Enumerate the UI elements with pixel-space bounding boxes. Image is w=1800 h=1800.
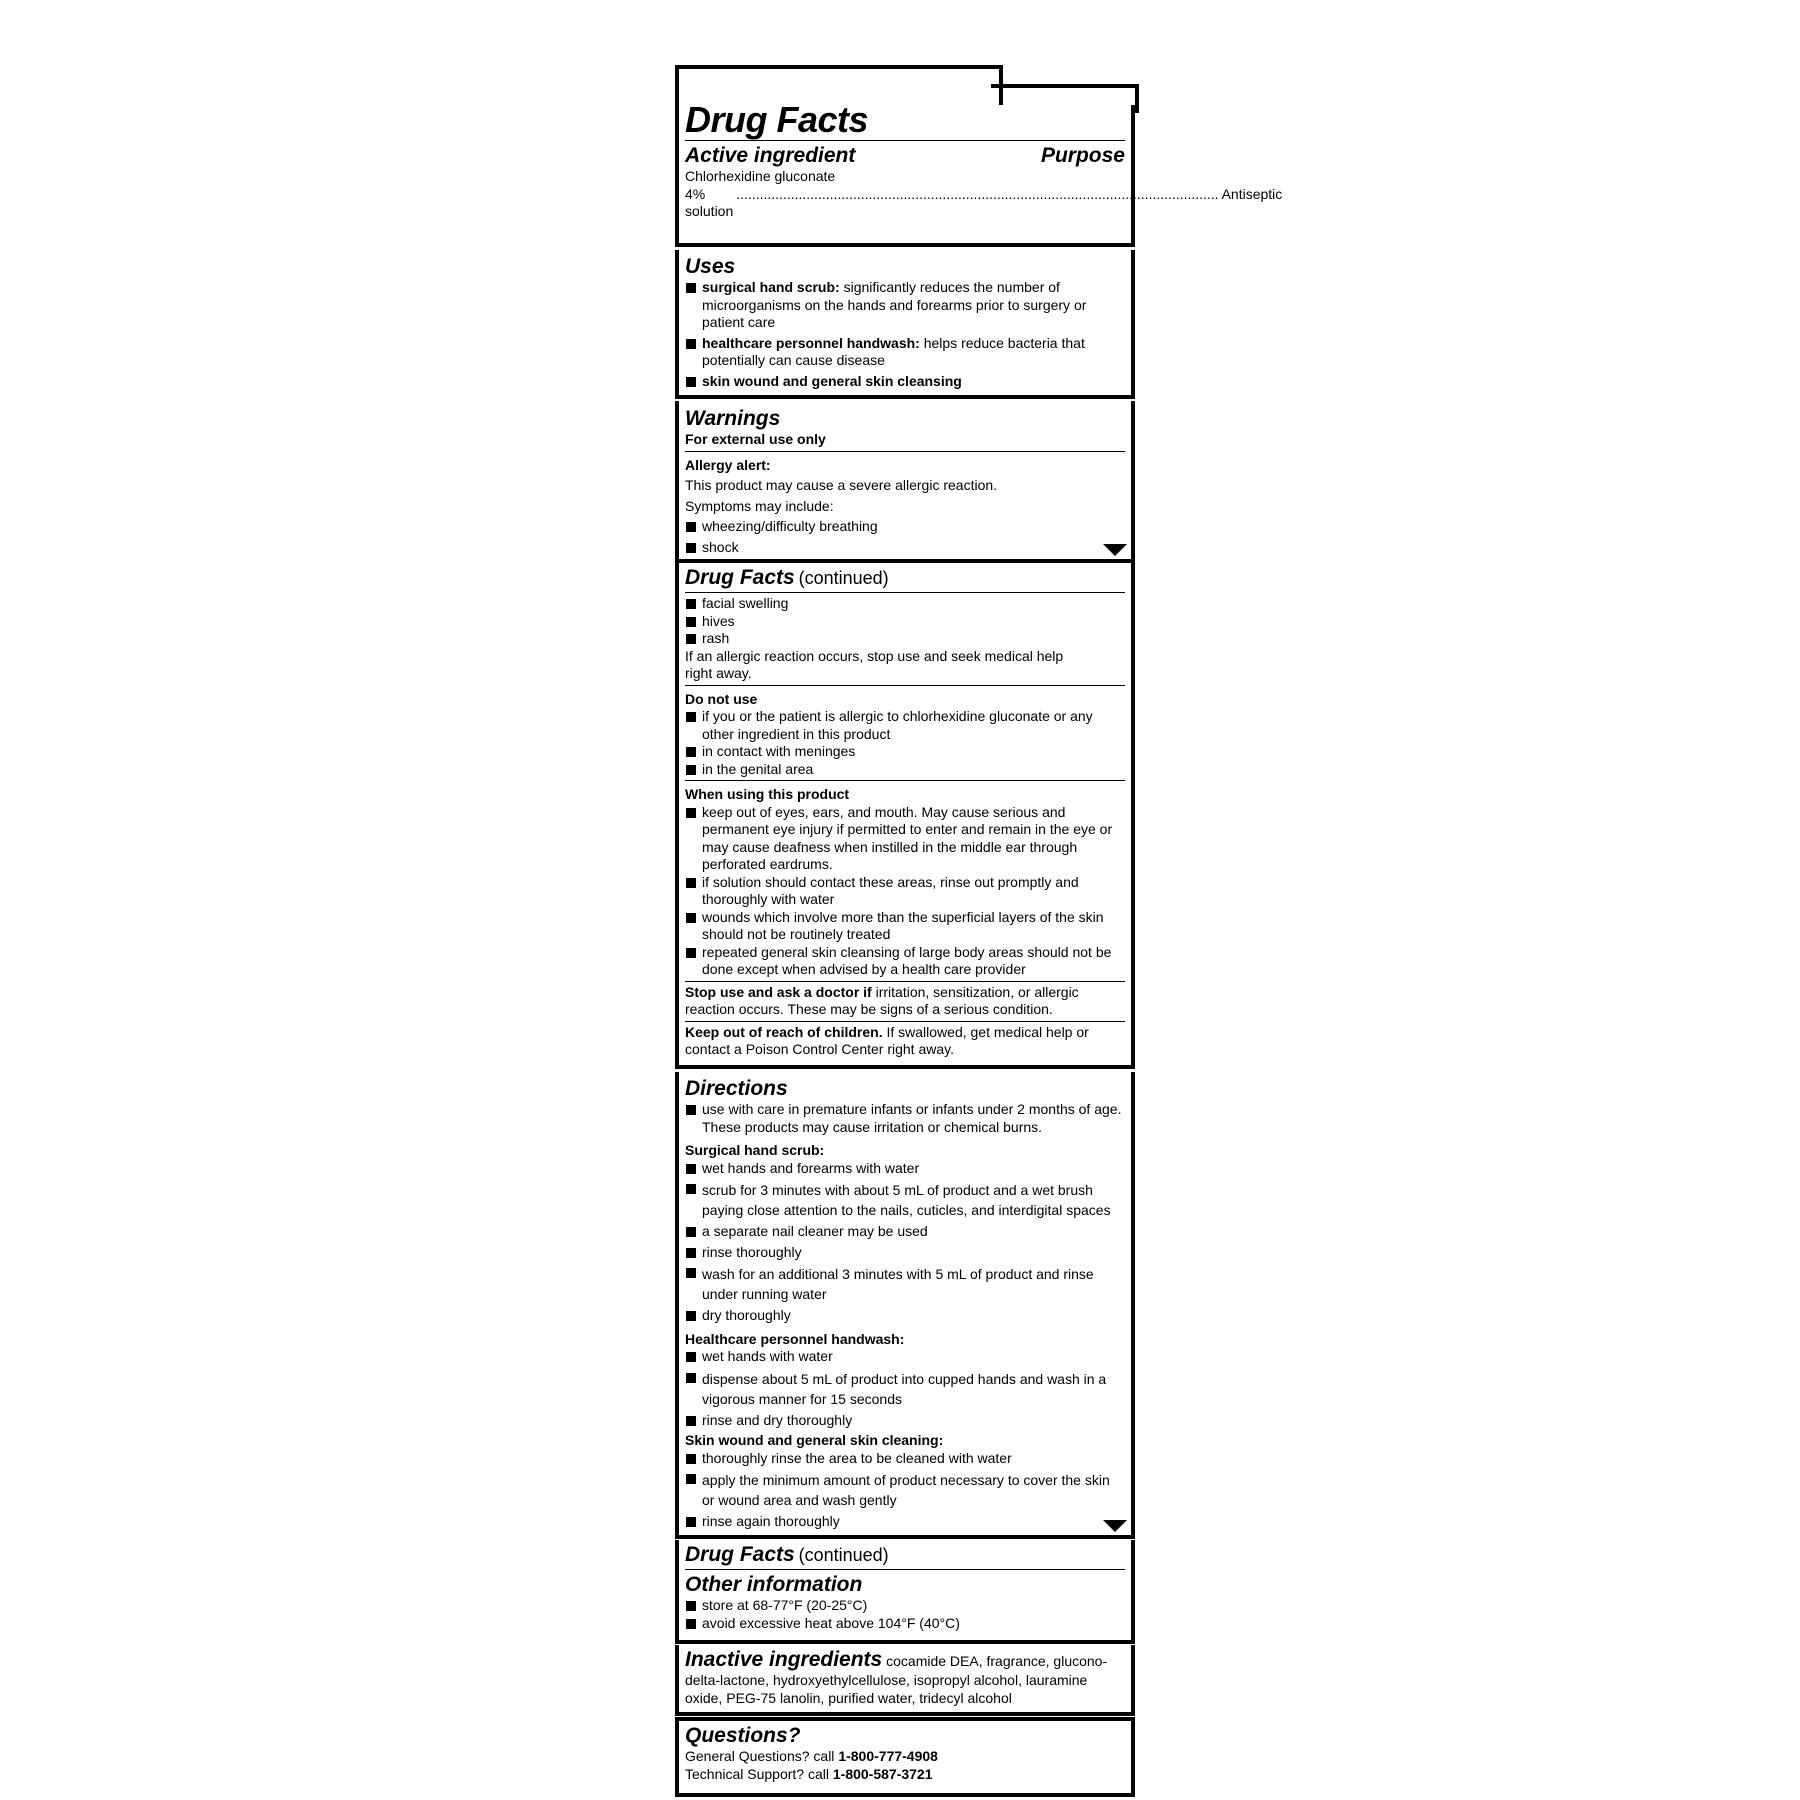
panel-uses [675, 250, 1135, 399]
do-not-use-heading: Do not use [685, 690, 758, 707]
list-item: use with care in premature infants or infants under 2 months of age. These products may cause irritation or chemical burns. [685, 1101, 1125, 1136]
allergy-action-note: If an allergic reaction occurs, stop use and seek medical help right away. [685, 647, 1064, 681]
keep-out-statement: Keep out of reach of children. If swallowed, get medical help or contact a Poison Control Center right away. [685, 1023, 1089, 1057]
active-ingredient-heading: Active ingredient [685, 144, 856, 167]
panel-directions [675, 1072, 1135, 1539]
list-item: if solution should contact these areas, rinse out promptly and thoroughly with water [685, 874, 1125, 909]
leader-dots: ............................................................................................................................ [736, 185, 1219, 202]
down-triangle-icon [1103, 1520, 1127, 1532]
when-using-heading: When using this product [685, 786, 850, 802]
panel-continued-warnings [675, 563, 1135, 1069]
list-item: wheezing/difficulty breathing [685, 518, 1125, 536]
list-item: hives [685, 613, 1125, 631]
list-item: wet hands with water [685, 1348, 1125, 1366]
list-item: scrub for 3 minutes with about 5 mL of product and a wet brush paying close attention to the nails, cuticles, and interdigital spaces [685, 1180, 1125, 1220]
stop-use-statement: Stop use and ask a doctor if irritation, sensitization, or allergic reaction occurs. These may be signs of a serious condition. [685, 983, 1079, 1017]
list-item: rash [685, 630, 1125, 648]
panel-warnings [675, 401, 1135, 563]
allergy-symptoms-intro: Symptoms may include: [685, 497, 834, 514]
list-item: wash for an additional 3 minutes with 5 mL of product and rinse under running water [685, 1264, 1125, 1304]
list-item: in contact with meninges [685, 743, 1125, 761]
inactive-ingredients-text: Inactive ingredients cocamide DEA, fragrance, glucono-delta-lactone, hydroxyethylcellulose, isopropyl alcohol, lauramine oxide, PEG-75 lanolin, purified water, tridecyl alcohol [685, 1648, 1108, 1706]
list-item: if you or the patient is allergic to chlorhexidine gluconate or any other ingredient in this product [685, 708, 1125, 743]
list-item: dry thoroughly [685, 1307, 1125, 1325]
general-phone: 1-800-777-4908 [838, 1748, 938, 1764]
list-item: a separate nail cleaner may be used [685, 1223, 1125, 1241]
down-triangle-icon [1103, 544, 1127, 556]
uses-heading: Uses [685, 255, 736, 278]
list-item: thoroughly rinse the area to be cleaned with water [685, 1450, 1125, 1468]
general-questions-line: General Questions? call 1-800-777-4908 [685, 1748, 938, 1764]
continued-suffix: (continued) [798, 568, 889, 588]
questions-heading: Questions? [685, 1724, 801, 1747]
list-item: repeated general skin cleansing of large body areas should not be done except when advised by a health care provider [685, 944, 1125, 979]
list-item: wounds which involve more than the superficial layers of the skin should not be routinely treated [685, 909, 1125, 944]
list-item: avoid excessive heat above 104°F (40°C) [685, 1615, 1125, 1633]
purpose-heading: Purpose [1040, 144, 1125, 167]
continued-title: Drug Facts [685, 566, 795, 589]
allergy-alert-heading: Allergy alert: [685, 456, 771, 473]
other-info-heading: Other information [685, 1573, 863, 1596]
list-item: rinse and dry thoroughly [685, 1412, 1125, 1430]
list-item: in the genital area [685, 761, 1125, 779]
list-item: keep out of eyes, ears, and mouth. May cause serious and permanent eye injury if permitted to enter and remain in the eye or may cause deafness when instilled in the middle ear through perforated eardrums. [685, 804, 1125, 874]
active-strength: 4% solution [685, 185, 734, 219]
purpose-value: Antiseptic [1221, 185, 1283, 202]
page-title: Drug Facts [685, 99, 869, 140]
panel-active-ingredient [675, 99, 1283, 247]
panel-questions [675, 1717, 1135, 1797]
panel-inactive-ingredients [675, 1645, 1135, 1716]
list-item: store at 68-77°F (20-25°C) [685, 1597, 1125, 1615]
active-ingredient-name: Chlorhexidine gluconate [685, 168, 836, 184]
list-item: wet hands and forearms with water [685, 1160, 1125, 1178]
list-item: dispense about 5 mL of product into cupped hands and wash in a vigorous manner for 15 seconds [685, 1369, 1125, 1409]
wound-cleaning-heading: Skin wound and general skin cleaning: [685, 1432, 944, 1448]
list-item: apply the minimum amount of product necessary to cover the skin or wound area and wash gently [685, 1470, 1125, 1510]
active-heading-row [685, 143, 1125, 168]
list-item: surgical hand scrub: significantly reduces the number of microorganisms on the hands and forearms prior to surgery or patient care [685, 279, 1125, 332]
active-strength-row [685, 185, 1283, 221]
list-item: skin wound and general skin cleansing [685, 373, 1125, 391]
handwash-heading: Healthcare personnel handwash: [685, 1330, 905, 1347]
continued-title: Drug Facts [685, 1543, 795, 1566]
allergy-text: This product may cause a severe allergic reaction. [685, 477, 998, 493]
technical-phone: 1-800-587-3721 [832, 1765, 933, 1782]
external-use-note: For external use only [685, 431, 826, 447]
list-item: shock [685, 539, 1125, 557]
technical-support-line: Technical Support? call 1-800-587-3721 [685, 1765, 933, 1782]
surgical-scrub-heading: Surgical hand scrub: [685, 1142, 825, 1158]
panel-other-information [675, 1540, 1135, 1644]
directions-heading: Directions [685, 1077, 788, 1100]
list-item: facial swelling [685, 595, 1125, 613]
list-item: rinse again thoroughly [685, 1513, 1125, 1531]
warnings-heading: Warnings [685, 407, 781, 430]
list-item: rinse thoroughly [685, 1244, 1125, 1262]
list-item: healthcare personnel handwash: helps reduce bacteria that potentially can cause disease [685, 335, 1125, 370]
continued-suffix: (continued) [798, 1545, 889, 1565]
